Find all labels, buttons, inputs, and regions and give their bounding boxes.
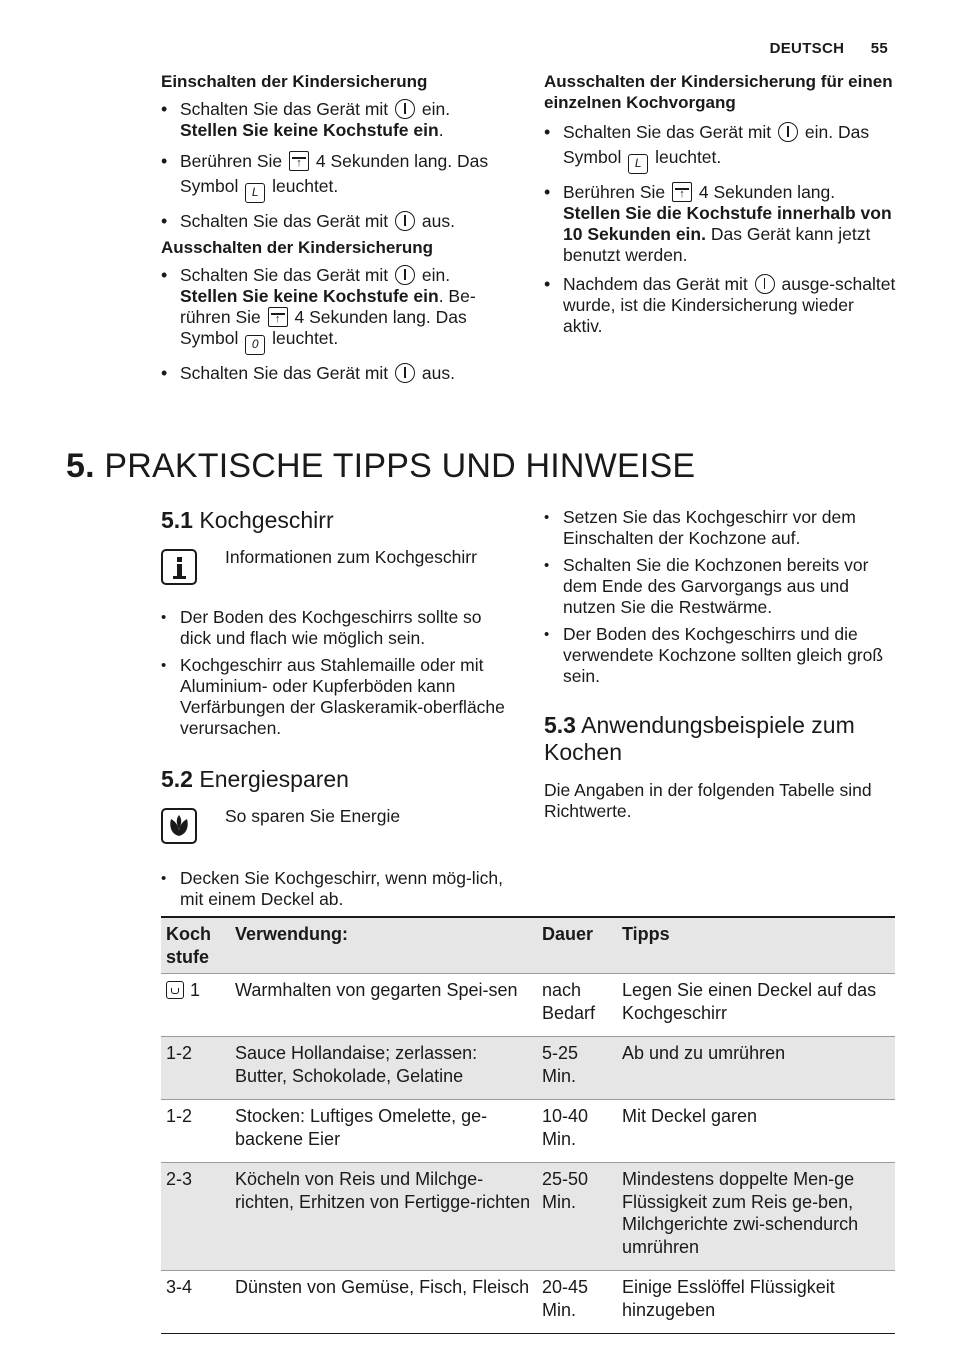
list-item: • Berühren Sie ↑ 4 Sekunden lang. Das Symbol L leuchtet.	[161, 149, 513, 203]
lock-on-section	[161, 71, 513, 232]
lock-off-title: Ausschalten der Kindersicherung	[161, 238, 434, 257]
header-stufe: Koch stufe	[166, 924, 211, 967]
header-tipps: Tipps	[622, 924, 670, 944]
lock-off-section	[161, 237, 513, 384]
lock-single-section	[544, 71, 896, 337]
power-icon	[395, 211, 415, 231]
table-row: 3-4 Dünsten von Gemüse, Fisch, Fleisch 20-45 Min. Einige Esslöffel Flüssigkeit hinzugeben	[161, 1271, 895, 1334]
list-item: • Kochgeschirr aus Stahlemaille oder mit Aluminium- oder Kupferböden kann Verfärbungen der Glaskeramik-oberfläche verursachen.	[161, 655, 513, 739]
list-item: • Setzen Sie das Kochgeschirr vor dem Einschalten der Kochzone auf.	[544, 507, 896, 549]
page-number: 55	[870, 40, 888, 57]
list-item: • Schalten Sie das Gerät mit ein. Stellen Sie keine Kochstufe ein. Be-rühren Sie ↑ 4 Sekunden lang. Das Symbol 0 leuchtet.	[161, 265, 513, 355]
section-title-5-3: 5.3 Anwendungsbeispiele zum Kochen	[544, 712, 855, 765]
list-item: • Decken Sie Kochgeschirr, wenn mög-lich, mit einem Deckel ab.	[161, 868, 513, 910]
power-icon	[755, 274, 775, 294]
key-lock-icon	[672, 182, 692, 202]
cookware-list-right	[544, 507, 896, 693]
header-language: DEUTSCH	[769, 40, 845, 57]
list-item: • Berühren Sie ↑ 4 Sekunden lang. Stellen Sie die Kochstufe innerhalb von 10 Sekunden ein. Das Gerät kann jetzt benutzt werden.	[544, 182, 896, 266]
list-item: • Schalten Sie das Gerät mit ein. Das Symbol L leuchtet.	[544, 120, 896, 174]
table-row: 1-2 Sauce Hollandaise; zerlassen: Butter, Schokolade, Gelatine 5-25 Min. Ab und zu umrühren	[161, 1037, 895, 1100]
key-lock-icon	[268, 307, 288, 327]
lock-on-title: Einschalten der Kindersicherung	[161, 72, 428, 91]
lock-symbol-icon: L	[628, 154, 648, 174]
key-lock-icon	[289, 151, 309, 171]
lock-symbol-icon: L	[245, 183, 265, 203]
table-row: 1-2 Stocken: Luftiges Omelette, ge-backene Eier 10-40 Min. Mit Deckel garen	[161, 1100, 895, 1163]
chapter-title: 5. PRAKTISCHE TIPPS UND HINWEISE	[66, 447, 696, 485]
zero-symbol-icon: 0	[245, 335, 265, 355]
list-item: • Der Boden des Kochgeschirrs und die verwendete Kochzone sollten gleich groß sein.	[544, 624, 896, 687]
table-header-row	[161, 917, 895, 974]
power-icon	[778, 122, 798, 142]
table-row: 2-3 Köcheln von Reis und Milchge-richten, Erhitzen von Fertigge-richten 25-50 Min. Mindestens doppelte Men-ge Flüssigkeit zum Reis ge-ben, Milchgerichte zwi-schendurch umrühren	[161, 1163, 895, 1271]
list-item: • Schalten Sie die Kochzonen bereits vor dem Ende des Garvorgangs aus und nutzen Sie die Restwärme.	[544, 555, 896, 618]
info-note: Informationen zum Kochgeschirr	[225, 547, 477, 567]
cookware-list-left	[161, 607, 513, 745]
energy-saving-icon	[161, 808, 197, 844]
lock-single-title: Ausschalten der Kindersicherung für einen einzelnen Kochvorgang	[544, 72, 893, 112]
list-item: • Schalten Sie das Gerät mit aus.	[161, 211, 513, 232]
info-icon	[161, 549, 197, 585]
section-title-5-1: 5.1 Kochgeschirr	[161, 507, 334, 533]
power-icon	[395, 265, 415, 285]
header-dauer: Dauer	[542, 924, 594, 944]
cooking-table	[161, 916, 895, 1334]
table-row: 1 Warmhalten von gegarten Spei-sen nach Bedarf Legen Sie einen Deckel auf das Kochgeschirr	[161, 974, 895, 1037]
list-item: • Der Boden des Kochgeschirrs sollte so dick und flach wie möglich sein.	[161, 607, 513, 649]
page-header	[748, 40, 888, 57]
table-intro: Die Angaben in der folgenden Tabelle sind Richtwerte.	[544, 780, 872, 821]
keep-warm-icon	[166, 981, 184, 999]
list-item: • Schalten Sie das Gerät mit ein. Stellen Sie keine Kochstufe ein.	[161, 99, 513, 141]
energy-note: So sparen Sie Energie	[225, 806, 401, 826]
power-icon	[395, 99, 415, 119]
list-item: • Schalten Sie das Gerät mit aus.	[161, 363, 513, 384]
header-verwendung: Verwendung:	[235, 924, 349, 944]
energy-list	[161, 868, 513, 916]
section-title-5-2: 5.2 Energiesparen	[161, 766, 349, 792]
power-icon	[395, 363, 415, 383]
list-item: • Nachdem das Gerät mit ausge-schaltet wurde, ist die Kindersicherung wieder aktiv.	[544, 274, 896, 337]
